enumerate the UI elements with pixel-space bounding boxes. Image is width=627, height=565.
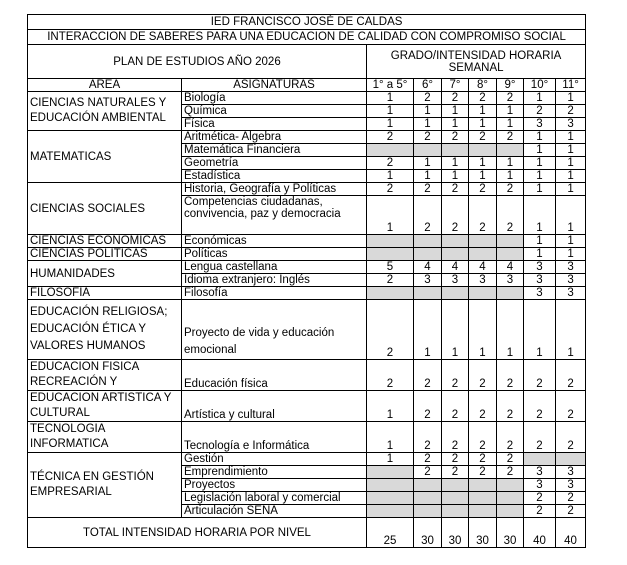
hours-cell: 2: [497, 183, 524, 196]
hours-cell: 1: [524, 235, 556, 248]
hours-cell: 2: [414, 466, 442, 479]
hours-cell: 2: [442, 360, 469, 391]
hours-cell: 2: [367, 183, 414, 196]
hours-cell: 1: [442, 170, 469, 183]
total-6: 30: [414, 518, 442, 548]
hours-cell: 4: [442, 261, 469, 274]
subject-name: Estadística: [182, 170, 367, 183]
hours-cell: 1: [367, 170, 414, 183]
subject-name: Matemática Financiera: [182, 144, 367, 157]
total-7: 30: [442, 518, 469, 548]
hours-cell: 3: [556, 118, 586, 131]
hours-cell: 2: [469, 131, 497, 144]
hours-cell: 1: [556, 157, 586, 170]
hours-cell: 1: [469, 300, 497, 360]
hours-cell: 3: [524, 287, 556, 300]
subject-row: [28, 92, 586, 105]
hours-cell: 2: [469, 360, 497, 391]
hours-cell: 1: [524, 157, 556, 170]
school-name: IED FRANCISCO JOSÉ DE CALDAS: [28, 15, 586, 30]
hours-cell: 1: [524, 144, 556, 157]
hours-cell: [497, 505, 524, 518]
subject-name: Articulación SENA: [182, 505, 367, 518]
hours-cell: [469, 492, 497, 505]
hours-cell: 1: [556, 196, 586, 235]
hours-cell: 1: [414, 300, 442, 360]
hours-cell: 1: [414, 157, 442, 170]
hours-cell: 2: [524, 505, 556, 518]
area-filosofia: FILOSOFIA: [28, 287, 182, 300]
hours-cell: 2: [367, 360, 414, 391]
grade-header-9: 9°: [497, 79, 524, 92]
hours-cell: 1: [497, 300, 524, 360]
hours-cell: 3: [414, 274, 442, 287]
hours-cell: 2: [367, 274, 414, 287]
hours-cell: 2: [414, 196, 442, 235]
hours-cell: 2: [367, 300, 414, 360]
subject-name: Competencias ciudadanas, convivencia, paz y democracia: [182, 196, 367, 235]
hours-cell: 2: [414, 131, 442, 144]
hours-cell: [367, 248, 414, 261]
hours-cell: 2: [497, 196, 524, 235]
hours-cell: 1: [367, 422, 414, 453]
area-tecnologia: TECNOLOGIA INFORMATICA: [28, 422, 182, 453]
hours-cell: 3: [556, 287, 586, 300]
area-ciencias-economicas: CIENCIAS ECONÓMICAS: [28, 235, 182, 248]
subject-row: [28, 183, 586, 196]
hours-cell: [442, 144, 469, 157]
hours-cell: 1: [497, 157, 524, 170]
hours-cell: [497, 492, 524, 505]
hours-cell: 1: [469, 118, 497, 131]
hours-cell: [469, 505, 497, 518]
hours-cell: [442, 235, 469, 248]
hours-cell: [497, 235, 524, 248]
subject-name: Física: [182, 118, 367, 131]
subject-name: Políticas: [182, 248, 367, 261]
hours-cell: [442, 505, 469, 518]
subject-name: Económicas: [182, 235, 367, 248]
hours-cell: 2: [367, 157, 414, 170]
total-8: 30: [469, 518, 497, 548]
hours-cell: 1: [414, 105, 442, 118]
hours-cell: 1: [367, 118, 414, 131]
area-header: AREA: [28, 79, 182, 92]
hours-cell: 2: [469, 453, 497, 466]
hours-cell: 2: [556, 105, 586, 118]
area-educacion-fisica: EDUCACION FISICA RECREACIÓN Y: [28, 360, 182, 391]
subject-name: Legislación laboral y comercial: [182, 492, 367, 505]
area-ciencias-politicas: CIENCIAS POLÍTICAS: [28, 248, 182, 261]
hours-cell: 2: [469, 183, 497, 196]
hours-cell: 1: [469, 157, 497, 170]
hours-cell: 2: [497, 466, 524, 479]
hours-cell: 1: [414, 170, 442, 183]
hours-cell: 2: [556, 360, 586, 391]
hours-cell: 2: [556, 422, 586, 453]
hours-cell: 1: [524, 300, 556, 360]
hours-cell: [442, 492, 469, 505]
subject-name: Filosofía: [182, 287, 367, 300]
hours-cell: 3: [556, 466, 586, 479]
hours-cell: [414, 492, 442, 505]
hours-cell: 2: [414, 422, 442, 453]
subject-row: [28, 453, 586, 466]
subject-name: Aritmética- Algebra: [182, 131, 367, 144]
hours-cell: [442, 479, 469, 492]
hours-cell: 3: [524, 466, 556, 479]
study-plan-table: [27, 14, 586, 548]
subject-name: Lengua castellana: [182, 261, 367, 274]
subject-row: [28, 235, 586, 248]
hours-cell: [469, 479, 497, 492]
subject-name: Artística y cultural: [182, 391, 367, 422]
hours-cell: 2: [497, 360, 524, 391]
subject-name: Química: [182, 105, 367, 118]
hours-cell: [469, 235, 497, 248]
hours-cell: 2: [442, 92, 469, 105]
hours-cell: 4: [497, 261, 524, 274]
subject-row: [28, 287, 586, 300]
hours-cell: 1: [442, 157, 469, 170]
subjects-header: ASIGNATURAS: [182, 79, 367, 92]
subject-name: Educación física: [182, 360, 367, 391]
hours-cell: 1: [556, 170, 586, 183]
hours-cell: 2: [442, 131, 469, 144]
hours-cell: 1: [524, 92, 556, 105]
hours-cell: 2: [524, 492, 556, 505]
hours-cell: 2: [524, 391, 556, 422]
subject-row: [28, 261, 586, 274]
grade-header-6: 6°: [414, 79, 442, 92]
hours-cell: 1: [556, 92, 586, 105]
hours-cell: [414, 235, 442, 248]
area-ciencias-sociales: CIENCIAS SOCIALES: [28, 183, 182, 235]
subject-name: Gestión: [182, 453, 367, 466]
hours-cell: 3: [497, 274, 524, 287]
hours-cell: [497, 479, 524, 492]
hours-cell: 1: [556, 183, 586, 196]
hours-cell: 3: [556, 479, 586, 492]
subject-name: Historia, Geografía y Políticas: [182, 183, 367, 196]
hours-cell: 2: [414, 453, 442, 466]
subject-name: Idioma extranjero: Inglés: [182, 274, 367, 287]
hours-cell: 1: [367, 92, 414, 105]
hours-cell: 2: [367, 131, 414, 144]
hours-cell: 2: [442, 183, 469, 196]
hours-cell: 2: [469, 92, 497, 105]
hours-cell: [442, 248, 469, 261]
total-11: 40: [556, 518, 586, 548]
hours-cell: [414, 287, 442, 300]
plan-title: PLAN DE ESTUDIOS AÑO 2026: [28, 45, 367, 79]
hours-cell: 2: [524, 422, 556, 453]
grade-header-8: 8°: [469, 79, 497, 92]
area-educacion-artistica: EDUCACION ARTISTICA Y CULTURAL: [28, 391, 182, 422]
subject-name: Tecnología e Informática: [182, 422, 367, 453]
hours-cell: 1: [497, 105, 524, 118]
hours-cell: 1: [367, 105, 414, 118]
hours-cell: 2: [497, 92, 524, 105]
hours-cell: [414, 505, 442, 518]
hours-cell: 2: [556, 505, 586, 518]
hours-cell: 2: [469, 196, 497, 235]
hours-cell: 2: [469, 391, 497, 422]
hours-cell: [367, 144, 414, 157]
hours-cell: [442, 287, 469, 300]
subject-name: Biología: [182, 92, 367, 105]
hours-cell: [497, 144, 524, 157]
hours-cell: 1: [524, 196, 556, 235]
school-motto: INTERACCION DE SABERES PARA UNA EDUCACION DE CALIDAD CON COMPROMISO SOCIAL: [28, 30, 586, 45]
hours-cell: 3: [556, 261, 586, 274]
hours-cell: [367, 505, 414, 518]
hours-cell: 3: [442, 274, 469, 287]
grade-header-1-5: 1° a 5°: [367, 79, 414, 92]
hours-cell: 2: [524, 360, 556, 391]
hours-cell: 1: [367, 196, 414, 235]
grade-header-7: 7°: [442, 79, 469, 92]
subject-row: [28, 422, 586, 453]
hours-cell: 1: [556, 300, 586, 360]
hours-cell: 1: [367, 391, 414, 422]
hours-cell: 2: [414, 360, 442, 391]
hours-cell: 1: [469, 105, 497, 118]
hours-cell: 2: [414, 391, 442, 422]
hours-cell: 2: [442, 453, 469, 466]
hours-cell: 1: [442, 105, 469, 118]
area-ciencias-naturales: CIENCIAS NATURALES Y EDUCACIÓN AMBIENTAL: [28, 92, 182, 131]
total-10: 40: [524, 518, 556, 548]
area-humanidades: HUMANIDADES: [28, 261, 182, 287]
hours-cell: 1: [497, 170, 524, 183]
hours-cell: 2: [469, 422, 497, 453]
grade-header-10: 10°: [524, 79, 556, 92]
subject-name: Proyectos: [182, 479, 367, 492]
total-1-5: 25: [367, 518, 414, 548]
subject-row: [28, 248, 586, 261]
hours-cell: [367, 235, 414, 248]
area-matematicas: MATEMATICAS: [28, 131, 182, 183]
hours-cell: 3: [524, 479, 556, 492]
hours-cell: 2: [442, 466, 469, 479]
hours-cell: [367, 287, 414, 300]
hours-cell: 1: [414, 118, 442, 131]
hours-cell: 1: [556, 131, 586, 144]
hours-cell: 2: [556, 492, 586, 505]
total-9: 30: [497, 518, 524, 548]
hours-cell: [414, 248, 442, 261]
total-row: [28, 518, 586, 548]
hours-cell: 2: [524, 105, 556, 118]
total-label: TOTAL INTENSIDAD HORARIA POR NIVEL: [28, 518, 367, 548]
area-tecnica-gestion: TÉCNICA EN GESTIÓN EMPRESARIAL: [28, 453, 182, 518]
hours-cell: [469, 287, 497, 300]
hours-cell: 2: [497, 453, 524, 466]
subject-row: [28, 360, 586, 391]
subject-row: [28, 300, 586, 360]
hours-cell: 2: [497, 422, 524, 453]
hours-cell: [556, 453, 586, 466]
hours-cell: 1: [442, 300, 469, 360]
hours-cell: 1: [469, 170, 497, 183]
hours-cell: 2: [442, 196, 469, 235]
hours-cell: 2: [442, 391, 469, 422]
hours-cell: [524, 453, 556, 466]
hours-cell: 1: [524, 170, 556, 183]
hours-cell: 2: [414, 92, 442, 105]
hours-cell: 3: [524, 261, 556, 274]
hours-cell: [414, 479, 442, 492]
hours-cell: 1: [367, 453, 414, 466]
grade-header-11: 11°: [556, 79, 586, 92]
hours-cell: 2: [497, 131, 524, 144]
hours-cell: 5: [367, 261, 414, 274]
hours-cell: 1: [497, 118, 524, 131]
hours-cell: 2: [556, 391, 586, 422]
hours-cell: 4: [414, 261, 442, 274]
hours-cell: 1: [524, 248, 556, 261]
hours-cell: [367, 492, 414, 505]
hours-cell: [414, 144, 442, 157]
area-religion-etica: EDUCACIÓN RELIGIOSA; EDUCACIÓN ÉTICA Y VALORES HUMANOS: [28, 300, 182, 360]
hours-cell: 2: [497, 391, 524, 422]
hours-cell: 1: [524, 183, 556, 196]
hours-cell: 3: [469, 274, 497, 287]
hours-cell: 3: [524, 274, 556, 287]
hours-cell: [497, 287, 524, 300]
hours-cell: [367, 466, 414, 479]
hours-cell: 2: [469, 466, 497, 479]
hours-cell: [469, 248, 497, 261]
hours-cell: 2: [442, 422, 469, 453]
subject-row: [28, 131, 586, 144]
subject-name: Emprendimiento: [182, 466, 367, 479]
hours-cell: 3: [524, 118, 556, 131]
hours-cell: 3: [556, 274, 586, 287]
hours-cell: 2: [414, 183, 442, 196]
hours-cell: 1: [442, 118, 469, 131]
hours-cell: [367, 479, 414, 492]
hours-cell: 4: [469, 261, 497, 274]
subject-name: Geometría: [182, 157, 367, 170]
hours-cell: 1: [556, 144, 586, 157]
subject-row: [28, 391, 586, 422]
grade-intensity-header: GRADO/INTENSIDAD HORARIA SEMANAL: [367, 45, 586, 79]
hours-cell: 1: [556, 248, 586, 261]
subject-name: Proyecto de vida y educación emocional: [182, 300, 367, 360]
hours-cell: [469, 144, 497, 157]
hours-cell: [497, 248, 524, 261]
hours-cell: 1: [524, 131, 556, 144]
hours-cell: 1: [556, 235, 586, 248]
